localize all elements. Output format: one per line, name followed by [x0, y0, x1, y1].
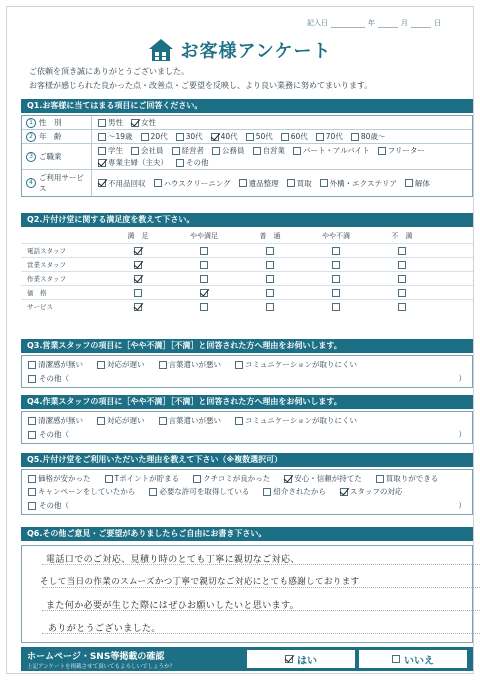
rating-checkbox[interactable]: [332, 275, 340, 283]
option-label: その他: [186, 158, 209, 167]
row-label: 営業スタッフ: [27, 261, 66, 269]
column-header: やや満足: [190, 232, 218, 240]
rating-checkbox[interactable]: [398, 289, 406, 297]
other-close: ）: [458, 374, 466, 383]
option-label: フリーター: [387, 146, 425, 155]
option-item[interactable]: [284, 473, 362, 484]
rating-cell: [237, 275, 303, 283]
q4-other: [28, 429, 466, 440]
q5-options: [21, 469, 473, 515]
other-label: その他（: [39, 501, 69, 510]
q2-table: [21, 229, 473, 313]
option-label: パート・アルバイト: [303, 146, 370, 155]
satisfaction-row: [21, 299, 473, 313]
title-area: [7, 37, 473, 63]
checkbox[interactable]: [263, 488, 271, 496]
q2-column-headers: [21, 229, 473, 243]
option-item[interactable]: [253, 145, 286, 156]
rating-cell: [171, 247, 237, 255]
checkbox[interactable]: [28, 417, 36, 425]
option-label: 30代: [185, 132, 203, 141]
rating-cell: [171, 289, 237, 297]
option-item[interactable]: [281, 131, 308, 142]
option-label: 買取: [296, 178, 312, 188]
q1-label: [22, 130, 92, 143]
handwritten-comment-line: また何か必要が生じた際にはぜひお願いしたいと思います。: [46, 601, 300, 611]
other-label: その他（: [39, 374, 69, 383]
option-item[interactable]: [131, 117, 156, 128]
reason-label: 清潔感が無い: [38, 360, 83, 369]
intro-text: [29, 65, 469, 93]
other-close: ）: [458, 430, 466, 439]
option-label: 女性: [141, 118, 156, 127]
q1-options: [92, 143, 472, 170]
consent-options: [247, 650, 467, 668]
rating-cell: [369, 275, 435, 283]
rating-checkbox[interactable]: [332, 247, 340, 255]
date-field: [307, 17, 467, 28]
checkbox[interactable]: [28, 431, 36, 439]
checkbox[interactable]: [159, 361, 167, 369]
number-badge: 4: [26, 178, 36, 188]
option-item[interactable]: [376, 473, 439, 484]
footer-text: [21, 649, 247, 670]
intro-line-2: お客様が感じられた良かった点・改善点・ご要望を反映し、より良い業務に努めてまいります。: [29, 81, 373, 90]
satisfaction-row: [21, 285, 473, 299]
checkbox[interactable]: [351, 133, 359, 141]
option-label: 公務員: [222, 146, 245, 155]
option-label: 60代: [290, 132, 308, 141]
row-label: 作業スタッフ: [27, 275, 66, 283]
option-label: 外構・エクステリア: [329, 178, 397, 188]
rating-checkbox[interactable]: [266, 275, 274, 283]
reason-label: 清潔感が無い: [38, 416, 83, 425]
q4-option-line: [28, 415, 466, 426]
checkbox[interactable]: [211, 133, 219, 141]
rating-cell: [105, 289, 171, 297]
number-badge: 3: [26, 152, 36, 162]
option-label: クチコミが良かった: [203, 474, 271, 483]
q1-options: [92, 115, 472, 130]
rating-checkbox[interactable]: [134, 303, 142, 311]
checkbox[interactable]: [28, 375, 36, 383]
option-label: 会社員: [141, 146, 164, 155]
rating-cell: [171, 303, 237, 311]
checkbox[interactable]: [405, 179, 413, 187]
rating-cell: [237, 247, 303, 255]
option-item[interactable]: [98, 157, 168, 168]
q1-table: [21, 115, 473, 197]
satisfaction-row: [21, 257, 473, 271]
rating-cell: [171, 275, 237, 283]
reason-option[interactable]: [235, 415, 357, 426]
checkbox[interactable]: [98, 179, 106, 187]
survey-sheet: [6, 6, 474, 674]
rating-cell: [105, 247, 171, 255]
checkbox[interactable]: [149, 488, 157, 496]
option-label: 経営者: [181, 146, 204, 155]
checkbox[interactable]: [141, 133, 149, 141]
option-label: 必要な許可を取得している: [159, 487, 250, 496]
date-month-box: [378, 17, 398, 28]
row-label: 電話スタッフ: [27, 247, 66, 255]
reason-option[interactable]: [159, 415, 222, 426]
q1-row-service: [22, 170, 472, 196]
option-item[interactable]: [98, 131, 133, 142]
rating-checkbox[interactable]: [398, 275, 406, 283]
q1-row-age: [22, 130, 472, 144]
option-item[interactable]: [351, 131, 386, 142]
option-item[interactable]: [28, 473, 91, 484]
rating-checkbox[interactable]: [332, 303, 340, 311]
q1-options: [92, 176, 472, 191]
reason-option[interactable]: [28, 415, 83, 426]
rating-cell: [369, 303, 435, 311]
checkbox[interactable]: [28, 475, 36, 483]
rating-cell: [369, 247, 435, 255]
option-item[interactable]: [149, 486, 249, 497]
q1-options: [92, 129, 472, 144]
reason-label: 対応が遅い: [107, 416, 145, 425]
label-text: ご職業: [39, 152, 62, 161]
checkbox[interactable]: [176, 159, 184, 167]
column-header: 普 通: [259, 232, 281, 240]
rating-checkbox[interactable]: [134, 247, 142, 255]
q1-label: [22, 144, 92, 169]
number-badge: 2: [26, 132, 36, 142]
house-logo-icon: [149, 39, 173, 61]
column-header: 満 足: [127, 232, 149, 240]
option-item[interactable]: [316, 131, 343, 142]
reason-label: 対応が遅い: [107, 360, 145, 369]
option-item[interactable]: [141, 131, 168, 142]
rating-checkbox[interactable]: [134, 261, 142, 269]
q4-heading: Q4.作業スタッフの項目に［やや不満］［不満］と回答された方へ理由をお伺いします。: [21, 395, 473, 409]
option-item[interactable]: [176, 131, 203, 142]
number-badge: 1: [26, 118, 36, 128]
checkbox[interactable]: [235, 361, 243, 369]
rating-cell: [237, 303, 303, 311]
q3-other: [28, 373, 466, 384]
yes-label: はい: [297, 655, 317, 667]
row-label: 価 格: [27, 289, 47, 297]
option-label: 70代: [325, 132, 343, 141]
checkbox[interactable]: [28, 361, 36, 369]
option-item[interactable]: [105, 473, 180, 484]
checkbox[interactable]: [376, 475, 384, 483]
label-text: ご利用サービス: [38, 173, 84, 193]
option-item[interactable]: [246, 131, 273, 142]
option-label: 紹介されたから: [273, 487, 326, 496]
reason-label: コミュニケーションが取りにくい: [245, 416, 358, 425]
label-text: 年 齢: [39, 132, 62, 141]
checkbox[interactable]: [235, 417, 243, 425]
q6-heading: Q6.その他ご意見・ご要望がありましたらご自由にお書き下さい。: [21, 527, 473, 541]
checkbox[interactable]: [239, 179, 247, 187]
other-label: その他（: [39, 430, 69, 439]
checkbox[interactable]: [281, 133, 289, 141]
rating-checkbox[interactable]: [200, 261, 208, 269]
rating-cell: [105, 303, 171, 311]
option-label: 50代: [255, 132, 273, 141]
q3-options: [21, 355, 473, 388]
q2-heading: Q2.片付け堂に関する満足度を教えて下さい。: [21, 213, 473, 227]
q5-other: [28, 500, 466, 511]
q2-rows: [21, 243, 473, 313]
option-item[interactable]: [378, 145, 425, 156]
option-label: 〜19歳: [108, 132, 133, 141]
consent-no-option[interactable]: [359, 650, 467, 668]
satisfaction-row: [21, 243, 473, 257]
checkbox[interactable]: [253, 147, 261, 155]
option-item[interactable]: [263, 486, 326, 497]
option-label: ハウスクリーニング: [163, 178, 231, 188]
checkbox[interactable]: [131, 119, 139, 127]
date-year-box: [331, 17, 365, 28]
checkbox[interactable]: [97, 361, 105, 369]
reason-option[interactable]: [97, 359, 145, 370]
other-close: ）: [458, 501, 466, 510]
q4-options: [21, 411, 473, 444]
checkbox[interactable]: [159, 417, 167, 425]
rating-cell: [303, 289, 369, 297]
checkbox[interactable]: [287, 179, 295, 187]
page-title: お客様アンケート: [180, 41, 332, 62]
label-text: 性 別: [39, 118, 62, 127]
option-label: 安心・信頼が持てた: [294, 474, 362, 483]
checkbox[interactable]: [154, 179, 162, 187]
rating-checkbox[interactable]: [332, 289, 340, 297]
rating-checkbox[interactable]: [398, 303, 406, 311]
checkbox[interactable]: [392, 655, 400, 663]
checkbox[interactable]: [28, 502, 36, 510]
checkbox[interactable]: [320, 179, 328, 187]
intro-line-1: ご依頼を頂き誠にありがとうございました。: [29, 67, 189, 76]
option-label: 解体: [414, 178, 430, 188]
option-item[interactable]: [176, 157, 209, 168]
q1-row-occupation: [22, 144, 472, 170]
option-label: 買取りができる: [385, 474, 439, 483]
option-item[interactable]: [320, 178, 397, 189]
checkbox[interactable]: [193, 475, 201, 483]
q5-heading: Q5.片付け堂をご利用いただいた理由を教えて下さい（※複数選択可）: [21, 453, 473, 467]
option-label: 40代: [220, 132, 238, 141]
publish-consent-bar: [21, 647, 473, 671]
option-label: 専業主婦（主夫）: [108, 158, 168, 167]
option-label: スタッフの対応: [349, 487, 403, 496]
satisfaction-row: [21, 271, 473, 285]
rating-cell: [369, 261, 435, 269]
option-item[interactable]: [211, 131, 238, 142]
checkbox[interactable]: [131, 147, 139, 155]
checkbox[interactable]: [316, 133, 324, 141]
rating-cell: [369, 289, 435, 297]
q1-label: [22, 170, 92, 196]
option-item[interactable]: [98, 145, 123, 156]
option-item[interactable]: [98, 117, 123, 128]
rating-checkbox[interactable]: [200, 303, 208, 311]
checkbox[interactable]: [284, 475, 292, 483]
option-label: 自営業: [262, 146, 285, 155]
option-label: 20代: [150, 132, 168, 141]
rating-checkbox[interactable]: [200, 247, 208, 255]
handwritten-comment-line: ありがとうございました。: [48, 624, 161, 634]
option-item[interactable]: [293, 145, 370, 156]
column-header: やや不満: [322, 232, 350, 240]
rating-checkbox[interactable]: [134, 289, 142, 297]
month-label: 月: [401, 18, 408, 27]
year-label: 年: [368, 18, 375, 27]
reason-option[interactable]: [235, 359, 357, 370]
q3-heading: Q3.営業スタッフの項目に［やや不満］［不満］と回答された方へ理由をお伺いします。: [21, 339, 473, 353]
reason-option[interactable]: [159, 359, 222, 370]
column-header: 不 満: [391, 232, 413, 240]
reason-label: 言葉遣いが悪い: [168, 416, 221, 425]
rating-cell: [303, 275, 369, 283]
checkbox[interactable]: [378, 147, 386, 155]
checkbox[interactable]: [98, 159, 106, 167]
comment-area[interactable]: [21, 545, 473, 643]
footer-subtitle: 上記アンケートを掲載させて頂いてもよろしいでしょうか？: [27, 663, 176, 670]
checkbox[interactable]: [172, 147, 180, 155]
checkbox[interactable]: [28, 488, 36, 496]
q5-option-line: [28, 473, 466, 497]
date-label: 記入日: [307, 18, 328, 27]
q1-row-gender: [22, 116, 472, 130]
checkbox[interactable]: [176, 133, 184, 141]
option-item[interactable]: [340, 486, 403, 497]
option-item[interactable]: [98, 178, 146, 189]
option-label: 学生: [108, 146, 123, 155]
rating-cell: [237, 261, 303, 269]
option-item[interactable]: [172, 145, 205, 156]
option-label: 遺品整理: [248, 178, 279, 188]
reason-option[interactable]: [28, 359, 83, 370]
rating-cell: [237, 289, 303, 297]
rating-cell: [105, 275, 171, 283]
checkbox[interactable]: [98, 119, 106, 127]
option-item[interactable]: [287, 178, 312, 189]
rating-cell: [171, 261, 237, 269]
day-label: 日: [434, 18, 441, 27]
rating-cell: [303, 261, 369, 269]
rating-cell: [303, 247, 369, 255]
rating-checkbox[interactable]: [332, 261, 340, 269]
rating-checkbox[interactable]: [266, 289, 274, 297]
option-label: キャンペーンをしていたから: [38, 487, 136, 496]
reason-label: コミュニケーションが取りにくい: [245, 360, 358, 369]
option-label: 価格が安かった: [38, 474, 91, 483]
rating-checkbox[interactable]: [266, 303, 274, 311]
reason-option[interactable]: [97, 415, 145, 426]
date-day-box: [411, 17, 431, 28]
rating-checkbox[interactable]: [200, 289, 208, 297]
checkbox[interactable]: [212, 147, 220, 155]
option-item[interactable]: [239, 178, 279, 189]
handwritten-comment-line: そして当日の作業のスムーズかつ丁寧で親切なご対応にとても感謝しております: [40, 577, 360, 587]
option-label: 80歳〜: [360, 132, 386, 141]
option-item[interactable]: [212, 145, 245, 156]
checkbox[interactable]: [105, 475, 113, 483]
option-label: Tポイントが貯まる: [114, 474, 180, 483]
comment-rule: [42, 587, 480, 588]
consent-yes-option[interactable]: [247, 650, 355, 668]
checkbox[interactable]: [340, 488, 348, 496]
checkbox[interactable]: [98, 133, 106, 141]
rating-checkbox[interactable]: [200, 275, 208, 283]
checkbox[interactable]: [246, 133, 254, 141]
no-label: いいえ: [404, 655, 434, 667]
option-item[interactable]: [28, 486, 135, 497]
row-label: サービス: [27, 303, 53, 311]
checkbox[interactable]: [285, 655, 293, 663]
footer-title: ホームページ・SNS等掲載の確認: [27, 651, 165, 662]
q3-option-line: [28, 359, 466, 370]
checkbox[interactable]: [98, 147, 106, 155]
option-item[interactable]: [405, 178, 430, 189]
option-item[interactable]: [131, 145, 164, 156]
q1-label: [22, 116, 92, 129]
rating-checkbox[interactable]: [266, 247, 274, 255]
option-item[interactable]: [193, 473, 270, 484]
rating-cell: [303, 303, 369, 311]
checkbox[interactable]: [97, 417, 105, 425]
rating-checkbox[interactable]: [398, 247, 406, 255]
option-item[interactable]: [154, 178, 231, 189]
rating-checkbox[interactable]: [398, 261, 406, 269]
option-label: 不用品回収: [108, 178, 146, 188]
reason-label: 言葉遣いが悪い: [168, 360, 221, 369]
checkbox[interactable]: [293, 147, 301, 155]
rating-checkbox[interactable]: [266, 261, 274, 269]
handwritten-comment-line: 電話口でのご対応、見積り時のとても丁寧に親切なご対応、: [46, 555, 300, 565]
q1-heading: Q1.お客様に当てはまる項目にご回答ください。: [21, 99, 473, 113]
rating-cell: [105, 261, 171, 269]
option-label: 男性: [108, 118, 123, 127]
rating-checkbox[interactable]: [134, 275, 142, 283]
